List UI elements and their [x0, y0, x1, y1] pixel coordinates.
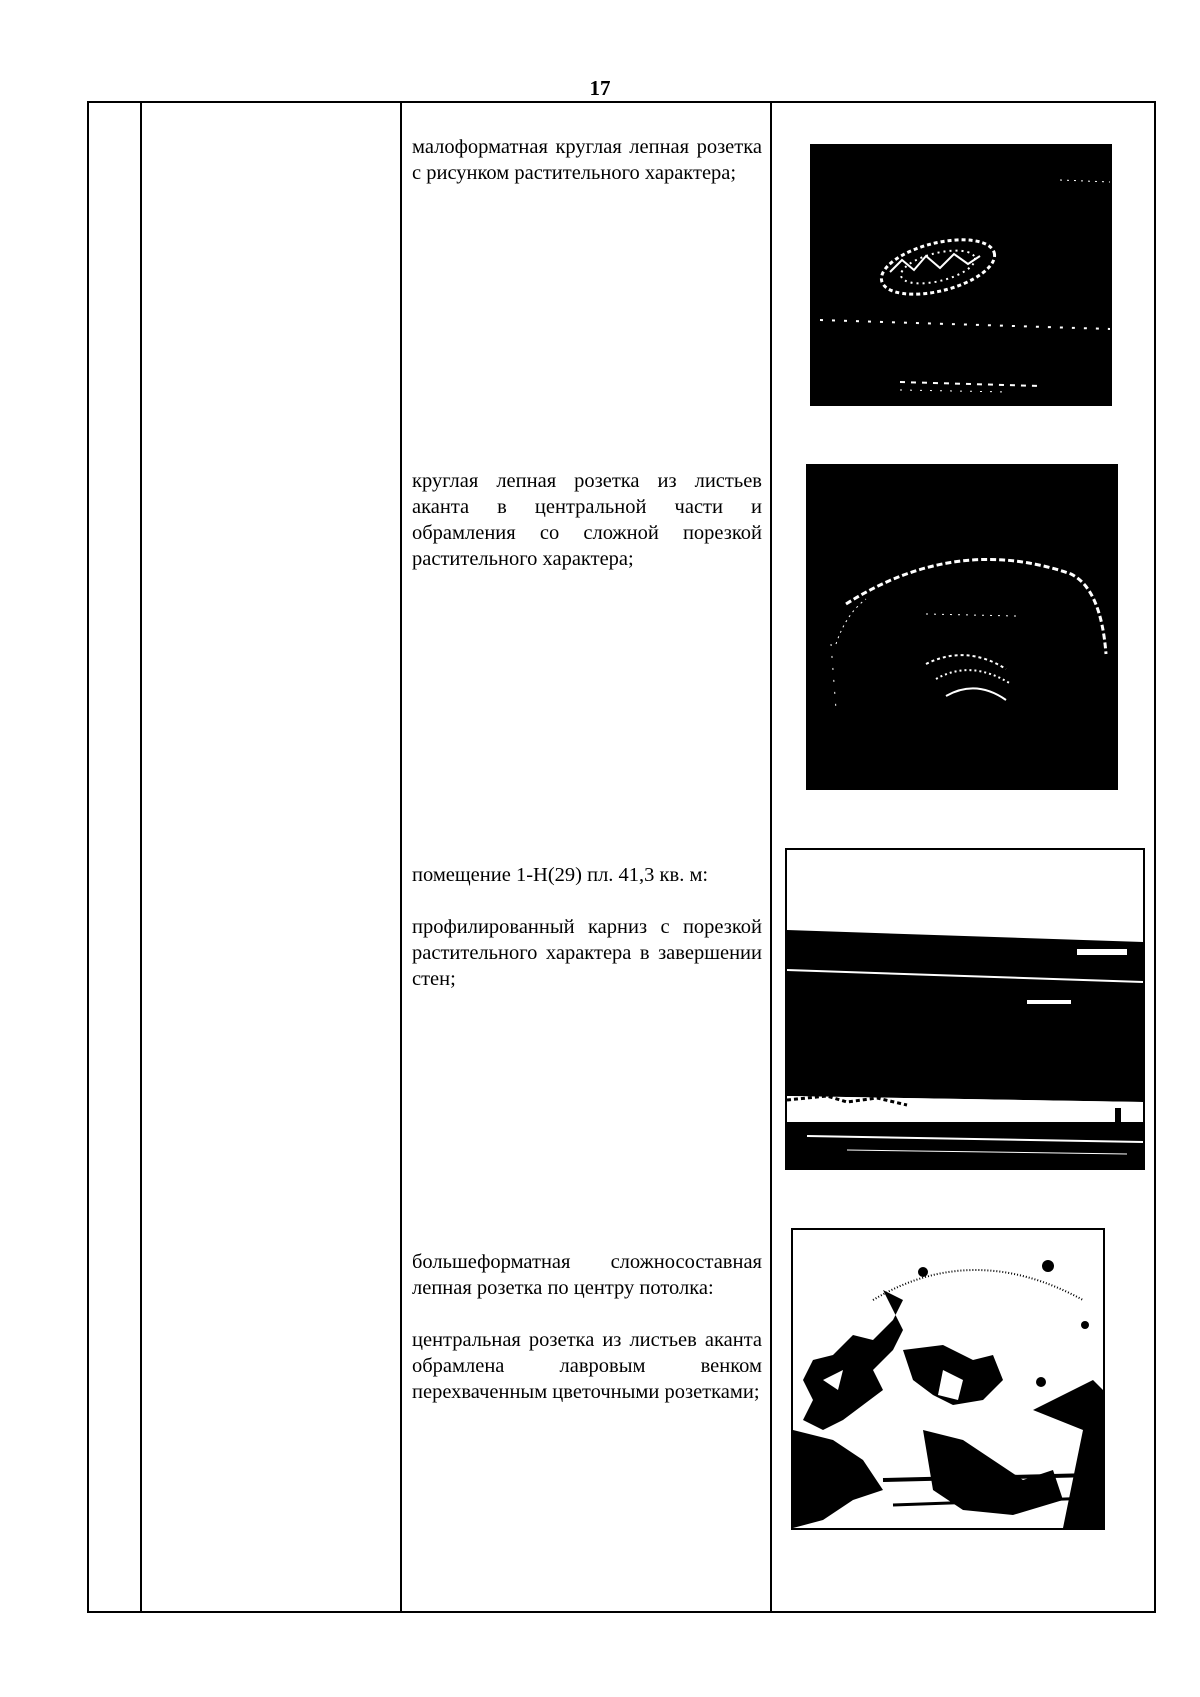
- row-4-paragraph-1: большеформатная сложносоставная лепная розетка по центру потолка:: [412, 1251, 762, 1299]
- table-left-border: [87, 101, 89, 1613]
- table-bottom-border: [87, 1611, 1156, 1613]
- row-2-description: [412, 468, 762, 572]
- column-divider-1: [140, 101, 142, 1613]
- row-3-paragraph-2: профилированный карниз с порезкой растительного характера в завершении стен;: [412, 916, 762, 990]
- row-4-paragraph-2: центральная розетка из листьев аканта обрамлена лавровым венком перехваченным цветочными розетками;: [412, 1329, 762, 1403]
- table-top-border: [87, 101, 1156, 103]
- column-divider-3: [770, 101, 772, 1613]
- row-1-description: [412, 134, 762, 186]
- table-right-border: [1154, 101, 1156, 1613]
- ceiling-rosette-photo: [810, 144, 1112, 406]
- large-rosette-photo: [791, 1228, 1105, 1530]
- row-4-description: [412, 1249, 762, 1405]
- row-3-paragraph-1: помещение 1-Н(29) пл. 41,3 кв. м:: [412, 864, 709, 886]
- column-divider-2: [400, 101, 402, 1613]
- row-1-paragraph-1: малоформатная круглая лепная розетка с рисунком растительного характера;: [412, 136, 762, 184]
- cornice-photo: [785, 848, 1145, 1170]
- row-3-description: [412, 862, 762, 992]
- row-2-paragraph-1: круглая лепная розетка из листьев аканта в центральной части и обрамления со сложной порезкой растительного характера;: [412, 470, 762, 570]
- page-number: 17: [589, 76, 611, 100]
- acanthus-rosette-photo: [806, 464, 1118, 790]
